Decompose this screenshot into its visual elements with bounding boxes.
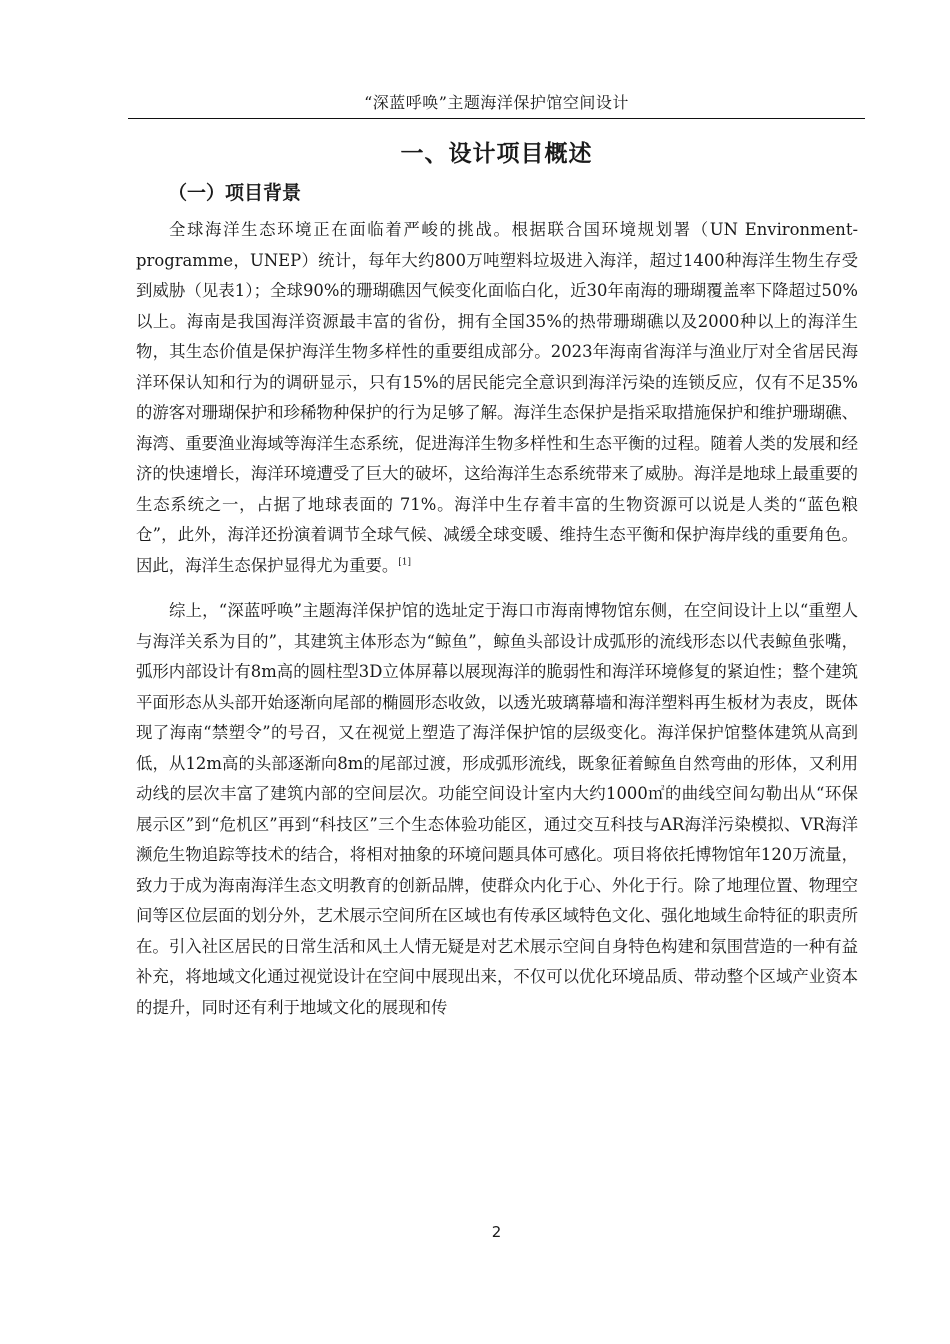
paragraph-project-summary xyxy=(136,596,858,1023)
chapter-title: 一、设计项目概述 xyxy=(400,141,593,167)
section-title: （一）项目背景 xyxy=(168,182,302,204)
body-text xyxy=(136,215,858,1023)
paragraph-text: 综上，“深蓝呼唤”主题海洋保护馆的选址定于海口市海南博物馆东侧，在空间设计上以“重塑人与海洋关系为目的”，其建筑主体形态为“鲸鱼”，鲸鱼头部设计成弧形的流线形态以代表鲸鱼张嘴，弧形内部设计有8m高的圆柱型3D立体屏幕以展现海洋的脆弱性和海洋环境修复的紧迫性；整个建筑平面形态从头部开始逐渐向尾部的椭圆形态收敛，以透光玻璃幕墙和海洋塑料再生板材为表皮，既体现了海南“禁塑令”的号召，又在视觉上塑造了海洋保护馆的层级变化。海洋保护馆整体建筑从高到低，从12m高的头部逐渐向8m的尾部过渡，形成弧形流线，既象征着鲸鱼自然弯曲的形体，又利用动线的层次丰富了建筑内部的空间层次。功能空间设计室内大约1000㎡的曲线空间勾勒出从“环保展示区”到“危机区”再到“科技区”三个生态体验功能区，通过交互科技与AR海洋污染模拟、VR海洋濒危生物追踪等技术的结合，将相对抽象的环境问题具体可感化。项目将依托博物馆年120万流量，致力于成为海南海洋生态文明教育的创新品牌，使群众内化于心、外化于行。除了地理位置、物理空间等区位层面的划分外，艺术展示空间所在区域也有传承区域特色文化、强化地域生命特征的职责所在。引入社区居民的日常生活和风土人情无疑是对艺术展示空间自身特色构建和氛围营造的一种有益补充，将地域文化通过视觉设计在空间中展现出来，不仅可以优化环境品质、带动整个区域产业资本的提升，同时还有利于地域文化的展现和传 xyxy=(136,601,858,1017)
running-header: “深蓝呼唤”主题海洋保护馆空间设计 xyxy=(364,93,629,112)
paragraph-project-background xyxy=(136,215,858,581)
paragraph-text: 全球海洋生态环境正在面临着严峻的挑战。根据联合国环境规划署（UN Environment-programme，UNEP）统计，每年大约800万吨塑料垃圾进入海洋，超过1400种海洋生物生存受到威胁（见表1）；全球90%的珊瑚礁因气候变化面临白化，近30年南海的珊瑚覆盖率下降超过50%以上。海南是我国海洋资源最丰富的省份，拥有全国35%的热带珊瑚礁以及2000种以上的海洋生物，其生态价值是保护海洋生物多样性的重要组成部分。2023年海南省海洋与渔业厅对全省居民海洋环保认知和行为的调研显示，只有15%的居民能完全意识到海洋污染的连锁反应，仅有不足35%的游客对珊瑚保护和珍稀物种保护的行为足够了解。海洋生态保护是指采取措施保护和维护珊瑚礁、海湾、重要渔业海域等海洋生态系统，促进海洋生物多样性和生态平衡的过程。随着人类的发展和经济的快速增长，海洋环境遭受了巨大的破坏，这给海洋生态系统带来了威胁。海洋是地球上最重要的生态系统之一，占据了地球表面的 71%。海洋中生存着丰富的生物资源可以说是人类的“蓝色粮仓”，此外，海洋还扮演着调节全球气候、减缓全球变暖、维持生态平衡和保护海岸线的重要角色。因此，海洋生态保护显得尤为重要。 xyxy=(136,220,858,575)
citation-marker[interactable]: [1] xyxy=(398,557,411,568)
page-number: 2 xyxy=(491,1223,502,1241)
header-divider xyxy=(128,118,865,119)
